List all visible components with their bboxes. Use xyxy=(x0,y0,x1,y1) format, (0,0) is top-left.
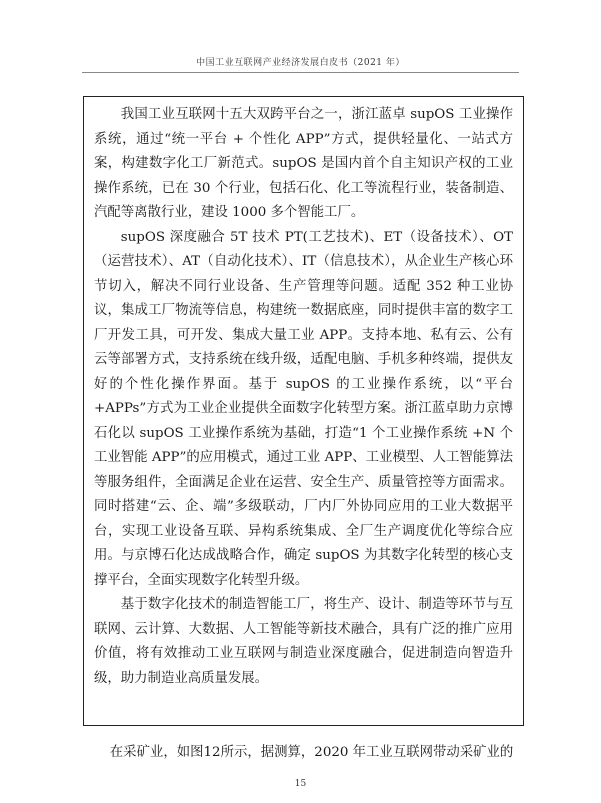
case-study-box xyxy=(83,96,524,726)
body-paragraph: 在采矿业，如图12所示，据测算，2020 年工业互联网带动采矿业的 xyxy=(109,745,514,760)
running-header: 中国工业互联网产业经济发展白皮书（2021 年） xyxy=(196,58,405,68)
header-rule xyxy=(82,72,519,73)
case-paragraph-1: 我国工业互联网十五大双跨平台之一，浙江蓝卓 supOS 工业操作系统，通过“统一平台 + 个性化 APP”方式，提供轻量化、一站式方案，构建数字化工厂新范式。supOS 是国内首个自主知识产权的工业操作系统，已在 30 个行业，包括石化、化工等流程行业，装备制造、汽配等离散行业，建设 1000 多个智能工厂。 xyxy=(94,107,513,220)
page-number: 15 xyxy=(294,779,307,789)
case-paragraph-3: 基于数字化技术的制造智能工厂，将生产、设计、制造等环节与互联网、云计算、大数据、人工智能等新技术融合，具有广泛的推广应用价值，将有效推动工业互联网与制造业深度融合，促进制造向智造升级，助力制造业高质量发展。 xyxy=(94,597,513,686)
case-paragraph-2: supOS 深度融合 5T 技术 PT(工艺技术)、ET（设备技术）、OT（运营技术）、AT（自动化技术）、IT（信息技术），从企业生产核心环节切入，解决不同行业设备、生产管理等问题。适配 352 种工业协议，集成工厂物流等信息，构建统一数据底座，同时提供丰富的数字工厂开发工具，可开发、集成大量工业 APP。支持本地、私有云、公有云等部署方式，支持系统在线升级，适配电脑、手机多种终端，提供友好的个性化操作界面。基于 supOS 的工业操作系统，以“平台 +APPs”方式为工业企业提供全面数字化转型方案。浙江蓝卓助力京博石化以 supOS 工业操作系统为基础，打造“1 个工业操作系统 +N 个工业智能 APP”的应用模式，通过工业 APP、工业模型、人工智能算法等服务组件，全面满足企业在运营、安全生产、质量管控等方面需求。同时搭建“云、企、端”多级联动，厂内厂外协同应用的工业大数据平台，实现工业设备互联、异构系统集成、全厂生产调度优化等综合应用。与京博石化达成战略合作，确定 supOS 为其数字化转型的核心支撑平台，全面实现数字化转型升级。 xyxy=(94,229,513,588)
